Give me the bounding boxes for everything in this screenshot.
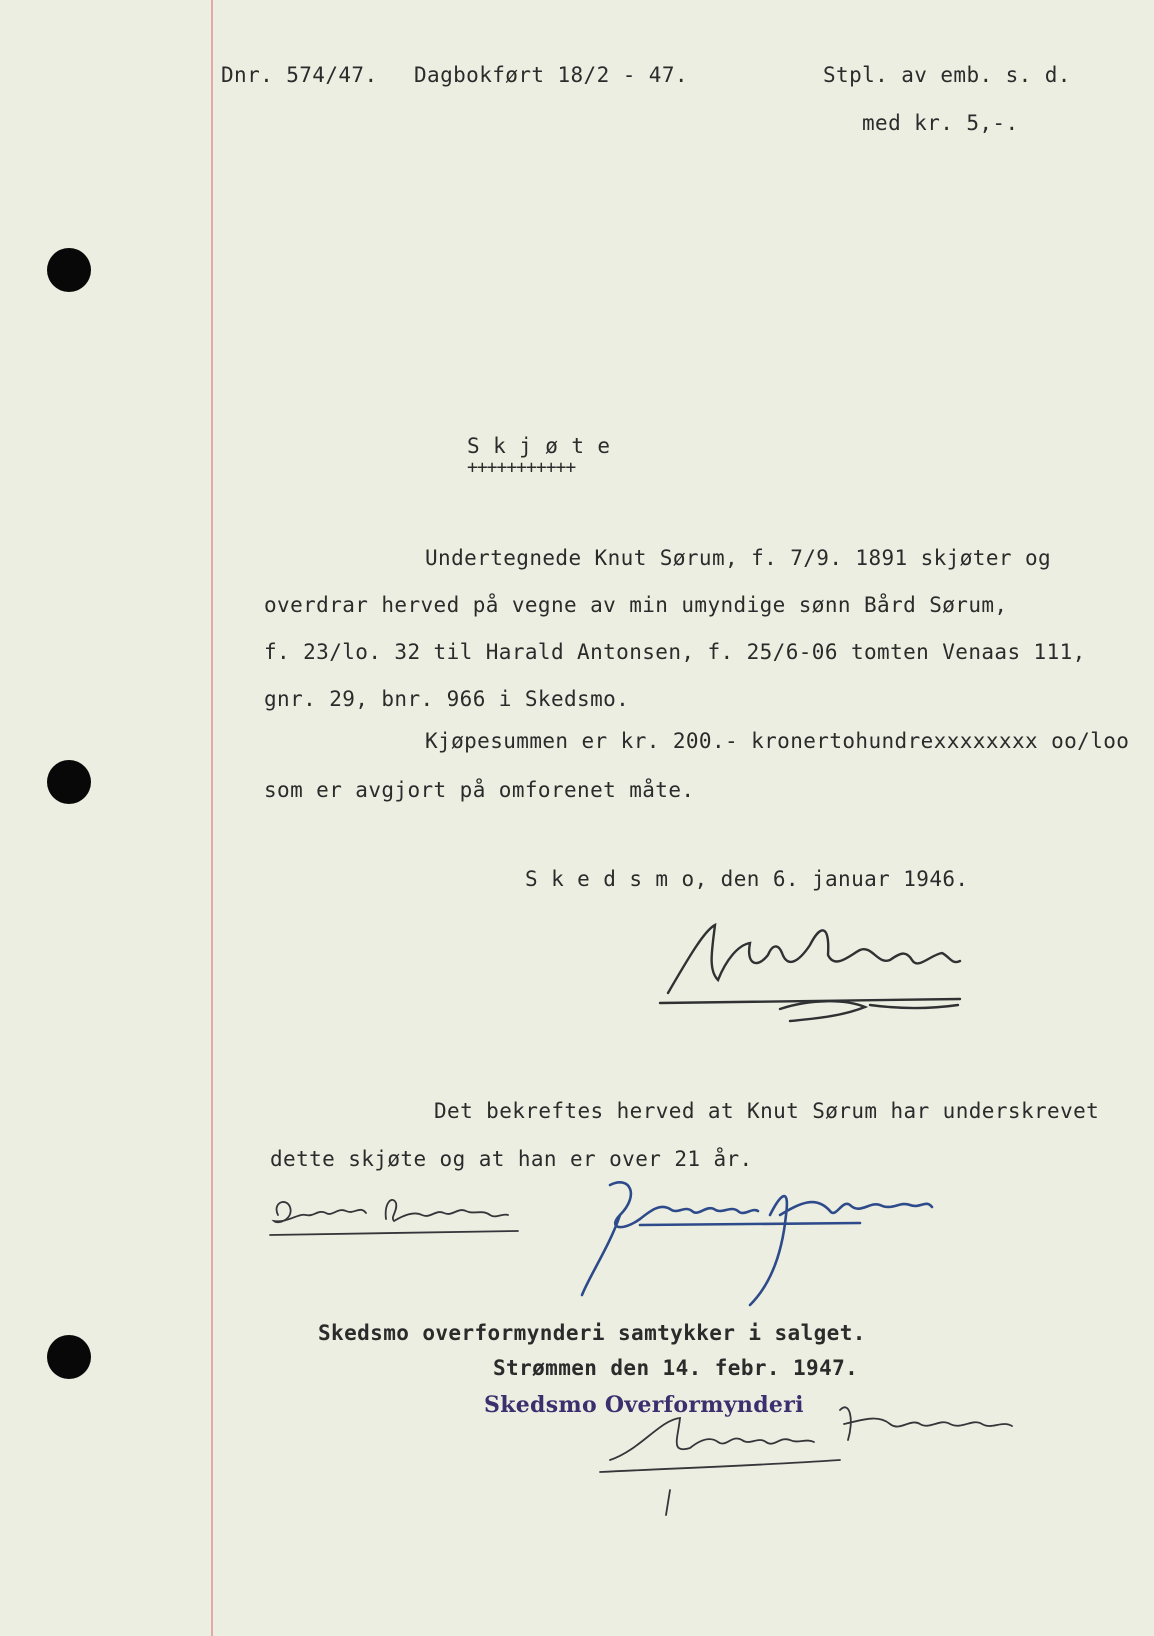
body-line-4: gnr. 29, bnr. 966 i Skedsmo. <box>264 687 630 711</box>
witness-signature-1 <box>268 1185 528 1245</box>
seller-signature <box>660 915 970 1025</box>
body-line-1: Undertegnede Knut Sørum, f. 7/9. 1891 skjøter og <box>425 546 1052 570</box>
punch-hole-top <box>47 248 91 292</box>
punch-hole-middle <box>47 760 91 804</box>
witness-signature-2 <box>580 1175 980 1315</box>
guardian-consent: Skedsmo overformynderi samtykker i salget. <box>318 1321 866 1345</box>
guardian-office-stamp: Skedsmo Overformynderi <box>484 1392 804 1418</box>
punch-hole-bottom <box>47 1335 91 1379</box>
stamp-note: Stpl. av emb. s. d. <box>823 63 1071 87</box>
body-line-5: Kjøpesummen er kr. 200.- kronertohundrexxxxxxxx oo/loo <box>425 729 1130 753</box>
case-number: Dnr. 574/47. <box>221 63 378 87</box>
confirmation-line-1: Det bekreftes herved at Knut Sørum har underskrevet <box>434 1099 1100 1123</box>
guardian-signatures <box>600 1390 1040 1505</box>
confirmation-line-2: dette skjøte og at han er over 21 år. <box>270 1147 753 1171</box>
body-line-3: f. 23/lo. 32 til Harald Antonsen, f. 25/6-06 tomten Venaas 111, <box>264 640 1086 664</box>
body-line-2: overdrar herved på vegne av min umyndige sønn Bård Sørum, <box>264 593 1008 617</box>
fee-note: med kr. 5,-. <box>862 111 1019 135</box>
place-and-date: S k e d s m o, den 6. januar 1946. <box>525 867 969 891</box>
red-margin-line <box>211 0 213 1636</box>
guardian-place-date: Strømmen den 14. febr. 1947. <box>493 1356 859 1380</box>
body-line-6: som er avgjort på omforenet måte. <box>264 778 695 802</box>
title-underline: +++++++++++ <box>467 457 576 478</box>
document-title: S k j ø t e <box>467 434 611 458</box>
journal-date: Dagbokført 18/2 - 47. <box>414 63 688 87</box>
